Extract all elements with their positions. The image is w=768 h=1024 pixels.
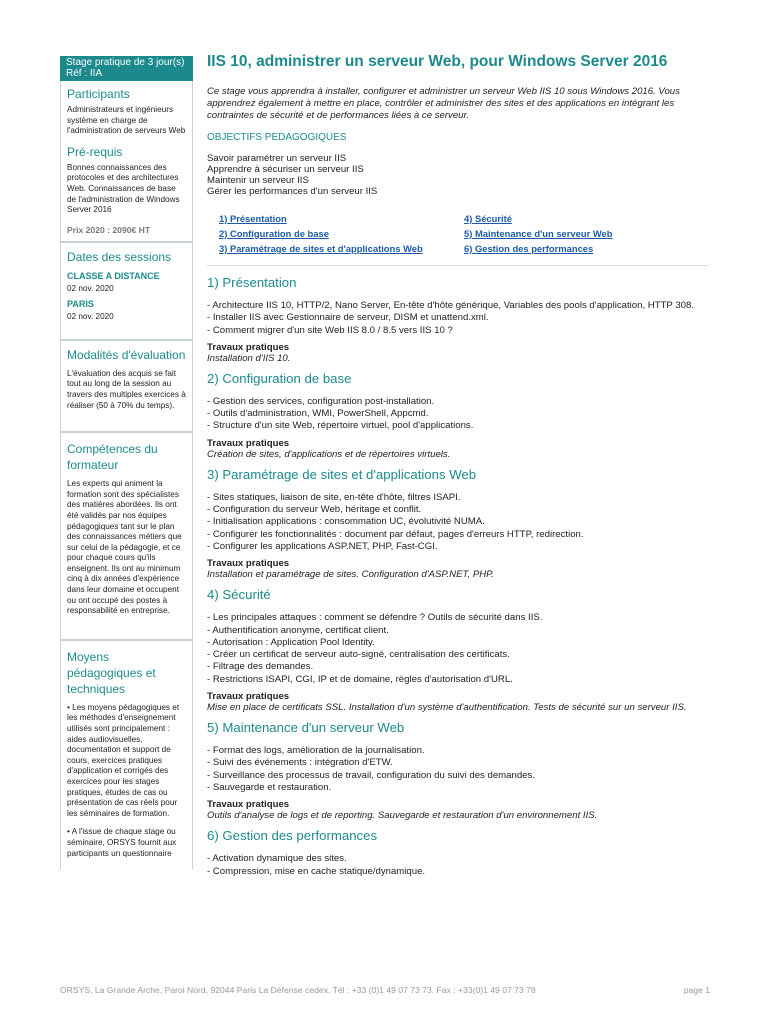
intro-text: Ce stage vous apprendra à installer, configurer et administrer un serveur Web IIS 10 sous Windows 2016. Vous apprendrez également à mettre en place, contrôler et administrer des sites et des applications en intégrant les contraintes de sécurité et de performances liées à ce serveur. (207, 86, 680, 121)
objective-item: Maintenir un serveur IIS (207, 175, 309, 186)
page-footer (60, 985, 710, 995)
tp-text: Mise en place de certificats SSL. Installation d'un système d'authentification. Tests de sécurité sur un serveur IIS. (207, 702, 687, 714)
toc-link-securite[interactable]: 4) Sécurité (464, 213, 512, 224)
competences-box (60, 432, 193, 640)
section-title: 1) Présentation (207, 275, 297, 290)
competences-text: Les experts qui animent la formation sont des spécialistes des matières abordées. Ils ont été validés par nos équipes pédagogiques tant sur le plan des connaissances métiers que sur celui de la pédagogie, et ce pour chaque cours qu'ils enseignent. Ils ont au minimum cinq à dix années d'expérience dans leur domaine et occupent ou ont occupé des postes à responsabilité en entreprise. (67, 479, 182, 616)
dates-title: Dates des sessions (67, 249, 172, 264)
list-item: - Format des logs, amélioration de la journalisation. (207, 745, 425, 757)
toc-column-left (219, 211, 464, 256)
prerequis-title: Pré-requis (67, 144, 123, 159)
tp-text: Outils d'analyse de logs et de reporting. Sauvegarde et restauration d'un environnement IIS. (207, 810, 598, 822)
list-item: - Authentification anonyme, certificat client. (207, 624, 389, 636)
list-item: - Gestion des services, configuration post-installation. (207, 395, 435, 407)
tp-label: Travaux pratiques (207, 558, 290, 570)
list-item: - Suivi des événements : intégration d'ETW. (207, 757, 393, 769)
section-title: 6) Gestion des performances (207, 828, 378, 844)
toc-link-maintenance[interactable]: 5) Maintenance d'un serveur Web (464, 228, 613, 239)
tp-label: Travaux pratiques (207, 341, 290, 353)
list-item: - Configuration du serveur Web, héritage et conflit. (207, 504, 422, 516)
main-content (207, 52, 709, 883)
tp-label: Travaux pratiques (207, 437, 290, 449)
section-items (207, 853, 709, 878)
section-presentation (207, 275, 709, 365)
tp-text: Installation et paramétrage de sites. Configuration d'ASP.NET, PHP. (207, 569, 494, 581)
section-items (207, 300, 709, 337)
list-item: - Configurer les fonctionnalités : document par défaut, pages d'erreurs HTTP, redirection. (207, 528, 584, 540)
participants-text: Administrateurs et ingénieurs système en charge de l'administration de serveurs Web (67, 105, 186, 136)
objectives-title: OBJECTIFS PEDAGOGIQUES (207, 132, 347, 143)
footer-address: ORSYS, La Grande Arche, Paroi Nord, 92044 Paris La Défense cedex. Tél : +33 (0)1 49 07 73 73. Fax : +33(0)1 49 07 73 78 (60, 985, 536, 995)
participants-title: Participants (67, 87, 130, 101)
modalites-box (60, 340, 193, 432)
list-item: - Activation dynamique des sites. (207, 853, 347, 865)
moyens-box (60, 640, 193, 869)
section-parametrage (207, 467, 709, 581)
moyens-title: Moyens pédagogiques et techniques (67, 649, 156, 696)
section-securite (207, 587, 709, 714)
list-item: - Configurer les applications ASP.NET, PHP, Fast-CGI. (207, 540, 438, 552)
tp-text: Installation d'IIS 10. (207, 352, 291, 364)
list-item: - Filtrage des demandes. (207, 661, 314, 673)
list-item: - Restrictions ISAPI, CGI, IP et de domaine, règles d'autorisation d'URL. (207, 673, 513, 685)
list-item: - Initialisation applications : consommation UC, évolutivité NUMA. (207, 516, 485, 528)
objective-item: Apprendre à sécuriser un serveur IIS (207, 164, 364, 175)
page-title: IIS 10, administrer un serveur Web, pour Windows Server 2016 (207, 53, 668, 70)
toc-link-parametrage[interactable]: 3) Paramétrage de sites et d'applications Web (219, 243, 423, 254)
section-title: 5) Maintenance d'un serveur Web (207, 720, 405, 736)
tp-label: Travaux pratiques (207, 799, 290, 811)
course-ref: Réf : IIA (66, 68, 103, 79)
section-items (207, 492, 709, 553)
tp-label: Travaux pratiques (207, 691, 290, 703)
modalites-title: Modalités d'évaluation (67, 347, 186, 362)
section-performances (207, 828, 709, 878)
toc-link-performances[interactable]: 6) Gestion des performances (464, 243, 594, 254)
page-number: page 1 (683, 985, 710, 995)
participants-box (60, 81, 193, 242)
toc-column-right (464, 211, 709, 256)
section-items (207, 612, 709, 686)
prerequis-text: Bonnes connaissances des protocoles et des architectures Web. Connaissances de base de l'administration de Windows Server 2016 (67, 162, 180, 215)
session-type-1: CLASSE A DISTANCE (67, 270, 160, 281)
sidebar-header (60, 56, 193, 81)
section-maintenance (207, 720, 709, 822)
moyens-bullet-1: • Les moyens pédagogiques et les méthodes d'enseignement utilisés sont principalement : aides audiovisuelles, documentation et support de cours, exercices pratiques d'application et corrigés des exercices pour les stages pratiques, études de cas ou présentation de cas réels pour les séminaires de formation. (67, 702, 180, 818)
tp-text: Création de sites, d'applications et de répertoires virtuels. (207, 448, 451, 460)
section-items (207, 745, 709, 794)
objective-item: Savoir paramétrer un serveur IIS (207, 153, 347, 164)
list-item: - Sites statiques, liaison de site, en-tête d'hôte, filtres ISAPI. (207, 491, 461, 503)
course-duration: Stage pratique de 3 jour(s) (66, 57, 185, 68)
list-item: - Créer un certificat de serveur auto-signé, centralisation des certificats. (207, 649, 510, 661)
list-item: - Structure d'un site Web, répertoire virtuel, pool d'applications. (207, 420, 474, 432)
toc-link-configuration[interactable]: 2) Configuration de base (219, 228, 329, 239)
list-item: - Autorisation : Application Pool Identity. (207, 636, 375, 648)
section-configuration (207, 371, 709, 461)
sidebar (60, 56, 193, 869)
session-type-2: PARIS (67, 298, 94, 309)
session-date-1: 02 nov. 2020 (67, 283, 114, 293)
list-item: - Comment migrer d'un site Web IIS 8.0 / 8.5 vers IIS 10 ? (207, 324, 453, 336)
section-title: 2) Configuration de base (207, 370, 352, 386)
objective-item: Gérer les performances d'un serveur IIS (207, 186, 378, 197)
moyens-bullet-2: • A l'issue de chaque stage ou séminaire, ORSYS fournit aux participants un questionnaire (67, 827, 177, 858)
list-item: - Les principales attaques : comment se défendre ? Outils de sécurité dans IIS. (207, 612, 543, 624)
price: Prix 2020 : 2090€ HT (67, 224, 151, 235)
section-items (207, 396, 709, 433)
modalites-text: L'évaluation des acquis se fait tout au long de la session au travers des multiples exercices à réaliser (50 à 70% du temps). (67, 368, 186, 410)
list-item: - Outils d'administration, WMI, PowerShell, Appcmd. (207, 408, 429, 420)
section-title: 4) Sécurité (207, 587, 271, 603)
list-item: - Compression, mise en cache statique/dynamique. (207, 865, 426, 877)
list-item: - Architecture IIS 10, HTTP/2, Nano Server, En-tête d'hôte générique, Variables des pools d'application, HTTP 308. (207, 300, 694, 311)
table-of-contents (207, 211, 709, 256)
objectives-list (207, 153, 709, 197)
toc-link-presentation[interactable]: 1) Présentation (219, 213, 287, 224)
list-item: - Surveillance des processus de travail, configuration du suivi des demandes. (207, 769, 535, 781)
list-item: - Sauvegarde et restauration. (207, 781, 332, 793)
competences-title: Compétences du formateur (67, 442, 158, 473)
session-date-2: 02 nov. 2020 (67, 311, 114, 321)
list-item: - Installer IIS avec Gestionnaire de serveur, DISM et unattend.xml. (207, 312, 489, 324)
divider (207, 265, 709, 266)
dates-box (60, 242, 193, 340)
section-title: 3) Paramétrage de sites et d'applications Web (207, 466, 477, 482)
